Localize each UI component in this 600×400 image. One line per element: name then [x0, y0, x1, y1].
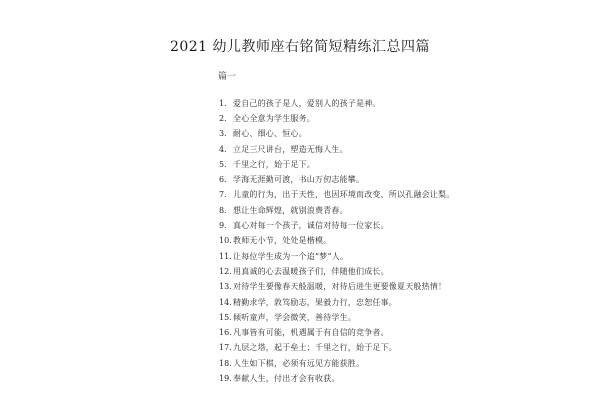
motto-item	[219, 111, 454, 126]
motto-text: 人生如下棋，必须有远见方能获胜。	[233, 358, 365, 368]
motto-text: 对待学生要像春天般温暖，对待后进生更要像夏天般热情！	[233, 282, 447, 292]
motto-item	[219, 264, 454, 279]
motto-item	[219, 234, 454, 249]
motto-item	[219, 325, 454, 340]
motto-number: 8.	[219, 205, 227, 215]
motto-item	[219, 157, 454, 172]
motto-item	[219, 341, 454, 356]
motto-item	[219, 280, 454, 295]
motto-list	[219, 96, 454, 387]
motto-text: 真心对每一个孩子，诚信对待每一位家长。	[233, 221, 389, 231]
motto-number: 5.	[219, 159, 227, 169]
motto-item	[219, 127, 454, 142]
motto-number: 4.	[219, 144, 227, 154]
motto-item	[219, 188, 454, 203]
motto-text: 倾听童声，学会微笑，善待学生。	[233, 312, 356, 322]
motto-number: 13.	[219, 282, 232, 292]
motto-number: 12.	[219, 266, 232, 276]
motto-text: 九层之塔，起于垒土；千里之行，始于足下。	[233, 343, 397, 353]
motto-item	[219, 356, 454, 371]
motto-item	[219, 295, 454, 310]
motto-item	[219, 172, 454, 187]
motto-number: 9.	[219, 221, 227, 231]
motto-number: 15.	[219, 312, 232, 322]
motto-item	[219, 218, 454, 233]
motto-number: 18.	[219, 358, 232, 368]
document-title: 2021 幼儿教师座右铭简短精练汇总四篇	[169, 39, 431, 55]
motto-number: 19.	[219, 373, 232, 383]
motto-text: 爱自己的孩子是人，爱别人的孩子是神。	[233, 98, 381, 108]
motto-number: 10.	[219, 236, 232, 246]
motto-item	[219, 96, 454, 111]
motto-number: 17.	[219, 343, 232, 353]
motto-item	[219, 310, 454, 325]
motto-item	[219, 249, 454, 264]
motto-number: 2.	[219, 113, 227, 123]
motto-text: 奉献人生，付出才会有收获。	[233, 373, 340, 383]
motto-text: 全心全意为学生服务。	[233, 113, 315, 123]
motto-text: 用真诚的心去温暖孩子们，伴随他们成长。	[233, 266, 389, 276]
motto-number: 14.	[219, 297, 232, 307]
section-heading: 篇一	[218, 72, 237, 82]
motto-number: 11.	[219, 251, 232, 261]
motto-text: 儿童的行为，出于天性，也因环境而改变，所以孔融会让梨。	[233, 190, 455, 200]
motto-text: 凡事皆有可能，机遇属于有自信的竞争者。	[233, 328, 389, 338]
motto-text: 教师无小节，处处是楷模。	[233, 236, 332, 246]
motto-text: 立足三尺讲台，塑造无悔人生。	[233, 144, 348, 154]
motto-item	[219, 142, 454, 157]
motto-text: 千里之行，始于足下。	[233, 159, 315, 169]
motto-number: 1.	[219, 98, 227, 108]
motto-number: 16.	[219, 328, 232, 338]
motto-text: 学海无涯勤可渡，书山万仞志能攀。	[233, 175, 365, 185]
motto-text: 想让生命辉煌，就别浪费青春。	[233, 205, 348, 215]
motto-text: 耐心、细心、恒心。	[233, 129, 307, 139]
motto-number: 7.	[219, 190, 227, 200]
motto-item	[219, 203, 454, 218]
motto-number: 3.	[219, 129, 227, 139]
motto-text: 精勤求学，敦笃励志，果毅力行，忠恕任事。	[233, 297, 397, 307]
motto-item	[219, 371, 454, 386]
motto-text: 让每位学生成为一个追“梦”人。	[233, 251, 349, 261]
motto-number: 6.	[219, 175, 227, 185]
